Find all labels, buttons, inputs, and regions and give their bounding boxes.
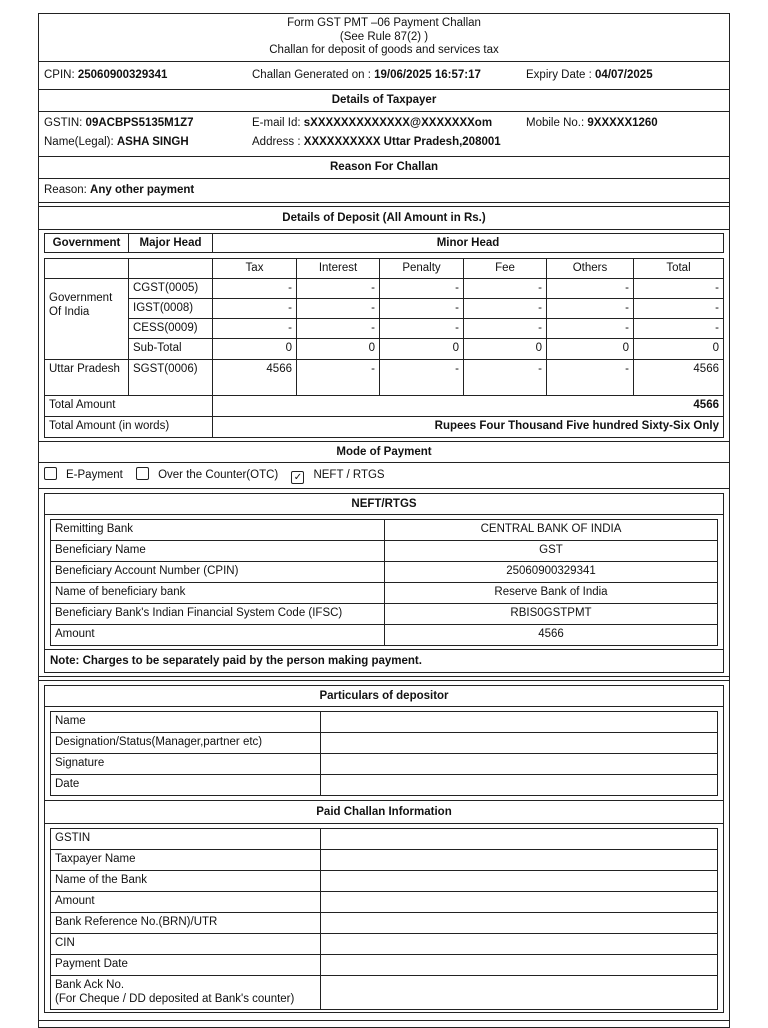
table-row: Sub-Total 0 0 0 0 0 0 — [45, 339, 724, 360]
taxpayer-title: Details of Taxpayer — [39, 90, 729, 112]
taxpayer-details — [39, 112, 729, 157]
depositor-name-value[interactable] — [321, 712, 718, 733]
form-header — [39, 14, 729, 62]
col-government: Government — [45, 234, 129, 253]
form-subtitle: Challan for deposit of goods and services tax — [269, 44, 499, 56]
deposit-head-table — [44, 233, 724, 253]
th-tax: Tax — [213, 259, 297, 279]
table-row: Uttar Pradesh SGST(0006) 4566 - - - - 4566 — [45, 360, 724, 396]
paid-challan-table — [50, 828, 718, 1010]
table-row: IGST(0008) - - - - - - — [45, 299, 724, 319]
reason-value: Any other payment — [90, 184, 195, 196]
table-row: Bank Reference No.(BRN)/UTR — [51, 913, 718, 934]
neft-section — [39, 489, 729, 677]
total-words-row: Total Amount (in words) Rupees Four Thousand Five hundred Sixty-Six Only — [45, 417, 724, 438]
table-row: Name of the Bank — [51, 871, 718, 892]
table-row: Payment Date — [51, 955, 718, 976]
table-row: Beneficiary Name GST — [51, 541, 718, 562]
table-row: Date — [51, 775, 718, 796]
table-row: Name — [51, 712, 718, 733]
depositor-date-value[interactable] — [321, 775, 718, 796]
table-row: Remitting Bank CENTRAL BANK OF INDIA — [51, 520, 718, 541]
neft-title: NEFT/RTGS — [45, 494, 723, 515]
th-interest: Interest — [297, 259, 380, 279]
expiry-value: 04/07/2025 — [595, 69, 653, 81]
depositor-designation-value[interactable] — [321, 733, 718, 754]
th-fee: Fee — [464, 259, 547, 279]
th-others: Others — [547, 259, 634, 279]
table-row: Beneficiary Bank's Indian Financial System Code (IFSC) RBIS0GSTPMT — [51, 604, 718, 625]
form-title: Form GST PMT –06 Payment Challan — [287, 17, 481, 29]
mobile-field: Mobile No.: 9XXXXX1260 — [526, 117, 658, 129]
epayment-checkbox[interactable] — [44, 467, 57, 480]
gstin-field: GSTIN: 09ACBPS5135M1Z7 — [44, 117, 194, 129]
table-row: Designation/Status(Manager,partner etc) — [51, 733, 718, 754]
total-row: Total Amount 4566 — [45, 396, 724, 417]
th-total: Total — [634, 259, 724, 279]
reason-row: Reason: Any other payment — [39, 179, 729, 203]
table-row: Bank Ack No. (For Cheque / DD deposited at Bank's counter) — [51, 976, 718, 1010]
depositor-title: Particulars of depositor — [45, 686, 723, 707]
table-row: Government Of India CGST(0005) - - - - - - — [45, 279, 724, 299]
depositor-signature-value[interactable] — [321, 754, 718, 775]
deposit-title: Details of Deposit (All Amount in Rs.) — [39, 206, 729, 230]
col-minor-head: Minor Head — [213, 234, 724, 253]
legal-name-field: Name(Legal): ASHA SINGH — [44, 136, 189, 148]
email-field: E-mail Id: sXXXXXXXXXXXXX@XXXXXXXom — [252, 117, 493, 129]
cpin-field: CPIN: 25060900329341 — [44, 69, 168, 81]
address-field: Address : XXXXXXXXXX Uttar Pradesh,208001 — [252, 136, 501, 148]
expiry-field: Expiry Date : 04/07/2025 — [526, 69, 653, 81]
table-row: CIN — [51, 934, 718, 955]
table-row: CESS(0009) - - - - - - — [45, 319, 724, 339]
payment-mode-options: E-Payment Over the Counter(OTC) ✓ NEFT / RTGS — [39, 463, 729, 489]
table-row: Beneficiary Account Number (CPIN) 25060900329341 — [51, 562, 718, 583]
generated-field: Challan Generated on : 19/06/2025 16:57:17 — [252, 69, 481, 81]
deposit-section — [39, 230, 729, 438]
table-row: Name of beneficiary bank Reserve Bank of India — [51, 583, 718, 604]
gov-india-label: Government Of India — [45, 279, 129, 360]
th-penalty: Penalty — [380, 259, 464, 279]
table-row: Taxpayer Name — [51, 850, 718, 871]
challan-meta — [39, 62, 729, 90]
form-rule: (See Rule 87(2) ) — [339, 30, 429, 43]
challan-form — [38, 13, 730, 1028]
state-label: Uttar Pradesh — [45, 360, 129, 396]
table-row: Amount — [51, 892, 718, 913]
table-row: Amount 4566 — [51, 625, 718, 646]
neft-checkbox[interactable]: ✓ — [291, 471, 304, 484]
deposit-table — [44, 258, 724, 438]
depositor-table — [50, 711, 718, 796]
col-major-head: Major Head — [129, 234, 213, 253]
payment-mode-title: Mode of Payment — [39, 441, 729, 463]
otc-checkbox[interactable] — [136, 467, 149, 480]
generated-value: 19/06/2025 16:57:17 — [374, 69, 481, 81]
neft-note: Note: Charges to be separately paid by the person making payment. — [45, 649, 723, 672]
total-in-words: Rupees Four Thousand Five hundred Sixty-Six Only — [213, 417, 724, 438]
depositor-section — [39, 680, 729, 1018]
paid-challan-title: Paid Challan Information — [45, 800, 723, 824]
neft-table — [50, 519, 718, 646]
total-amount: 4566 — [213, 396, 724, 417]
table-row: Signature — [51, 754, 718, 775]
reason-title: Reason For Challan — [39, 157, 729, 179]
table-row: GSTIN — [51, 829, 718, 850]
cpin-value: 25060900329341 — [77, 69, 168, 81]
